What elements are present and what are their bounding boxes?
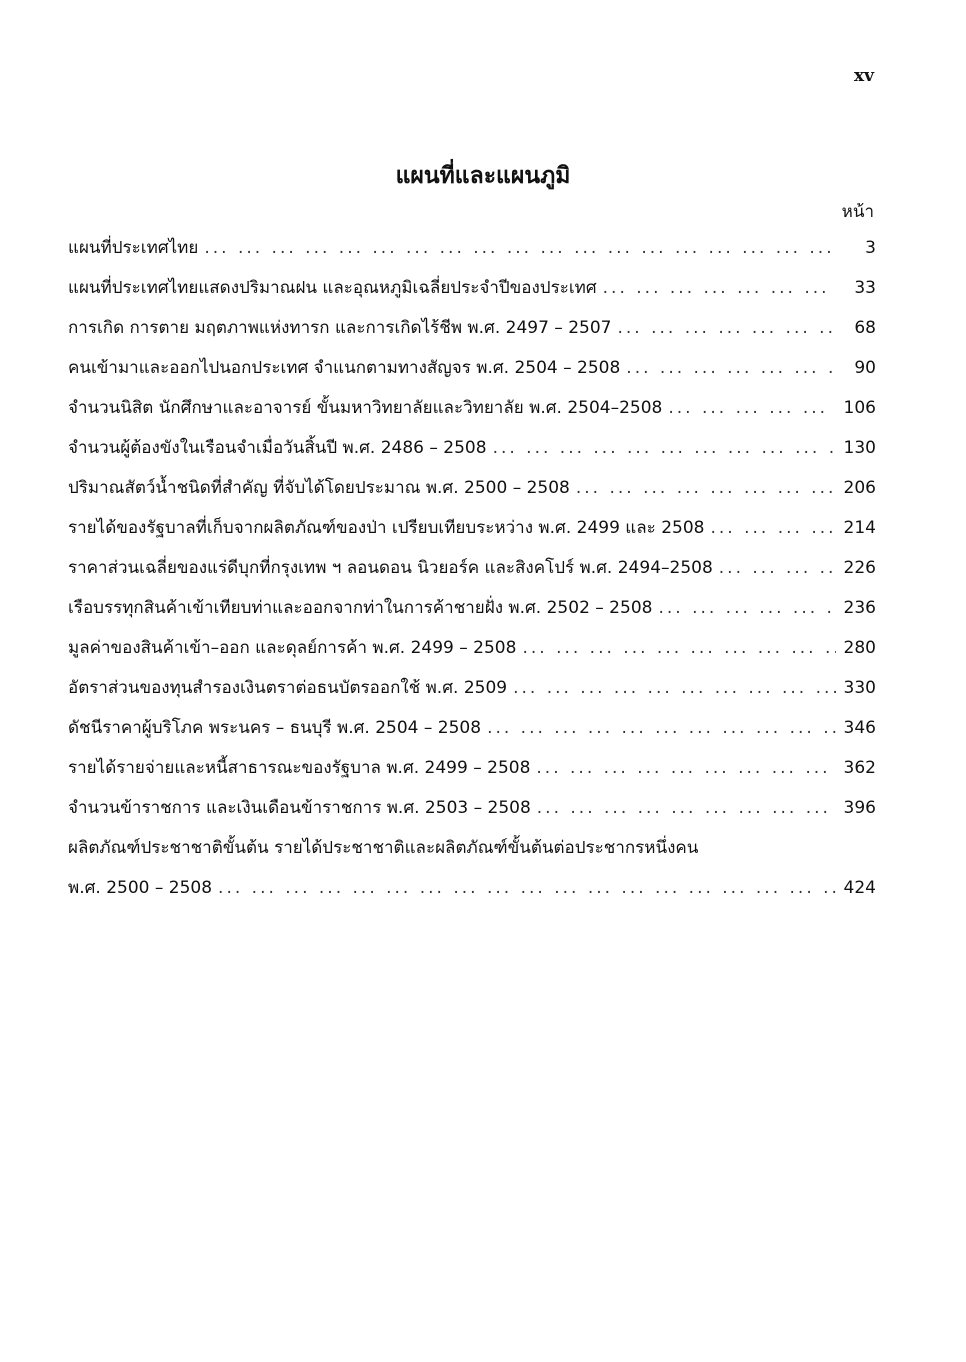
toc-entry-label: การเกิด การตาย มฤตภาพแห่งทารก และการเกิดไร้ชีพ พ.ศ. 2497 – 2507 (68, 318, 612, 338)
toc-entry-page: 362 (843, 758, 876, 778)
leader-dots (617, 308, 836, 348)
toc-entry (68, 388, 876, 428)
leader-dots (536, 748, 836, 788)
toc-entry (68, 468, 876, 508)
toc-entry-page: 3 (865, 238, 876, 258)
toc-entry (68, 508, 876, 548)
toc-entry (68, 228, 876, 268)
leader-dots (710, 508, 836, 548)
toc-entry-page: 68 (854, 318, 876, 338)
leader-dots (668, 388, 836, 428)
leader-dots (204, 228, 836, 268)
toc-entry-page: 33 (854, 278, 876, 298)
toc-entry-page: 130 (843, 438, 876, 458)
leader-dots (537, 788, 836, 828)
leader-dots (576, 468, 836, 508)
toc-entry-label: ปริมาณสัตว์น้ำชนิดที่สำคัญ ที่จับได้โดยประมาณ พ.ศ. 2500 – 2508 (68, 478, 570, 498)
page-title: แผนที่และแผนภูมิ (395, 163, 571, 189)
toc-entry-page: 280 (843, 638, 876, 658)
leader-dots (513, 668, 836, 708)
toc-entry (68, 588, 876, 628)
toc-entry-label: ราคาส่วนเฉลี่ยของแร่ดีบุกที่กรุงเทพ ฯ ลอนดอน นิวยอร์ค และสิงคโปร์ พ.ศ. 2494–2508 (68, 558, 713, 578)
leader-dots (719, 548, 836, 588)
toc-entry-page: 330 (843, 678, 876, 698)
toc-entry-label: อัตราส่วนของทุนสำรองเงินตราต่อธนบัตรออกใช้ พ.ศ. 2509 (68, 678, 508, 698)
toc-entry-label: มูลค่าของสินค้าเข้า–ออก และดุลย์การค้า พ.ศ. 2499 – 2508 (68, 638, 517, 658)
toc-entry-page: 90 (854, 358, 876, 378)
toc-entry-label-continuation: พ.ศ. 2500 – 2508 (68, 878, 213, 898)
leader-dots (522, 628, 836, 668)
leader-dots (487, 708, 836, 748)
toc-entry-page: 396 (843, 798, 876, 818)
toc-entry-label: จำนวนข้าราชการ และเงินเดือนข้าราชการ พ.ศ. 2503 – 2508 (68, 798, 531, 818)
leader-dots (626, 348, 836, 388)
toc-entry (68, 428, 876, 468)
toc-entry-page: 226 (843, 558, 876, 578)
toc-entry (68, 708, 876, 748)
toc-entry-label: แผนที่ประเทศไทย (68, 238, 199, 258)
toc-entry-page: 424 (843, 878, 876, 898)
leader-dots (603, 268, 836, 308)
toc-entry-page: 214 (843, 518, 876, 538)
leader-dots (218, 868, 836, 908)
toc-entry (68, 788, 876, 828)
toc-entry-label: แผนที่ประเทศไทยแสดงปริมาณฝน และอุณหภูมิเฉลี่ยประจำปีของประเทศ (68, 278, 597, 298)
toc-entry-label: จำนวนนิสิต นักศึกษาและอาจารย์ ขั้นมหาวิทยาลัยและวิทยาลัย พ.ศ. 2504–2508 (68, 398, 663, 418)
toc-entry (68, 548, 876, 588)
table-of-contents (68, 228, 876, 908)
toc-entry (68, 668, 876, 708)
toc-entry-label: ดัชนีราคาผู้บริโภค พระนคร – ธนบุรี พ.ศ. 2504 – 2508 (68, 718, 482, 738)
toc-entry-label: จำนวนผู้ต้องขังในเรือนจำเมื่อวันสิ้นปี พ.ศ. 2486 – 2508 (68, 438, 487, 458)
toc-entry-label: รายได้ของรัฐบาลที่เก็บจากผลิตภัณฑ์ของป่า เปรียบเทียบระหว่าง พ.ศ. 2499 และ 2508 (68, 518, 705, 538)
toc-entry-label: ผลิตภัณฑ์ประชาชาติขั้นต้น รายได้ประชาชาติและผลิตภัณฑ์ขั้นต้นต่อประชากรหนึ่งคน (68, 838, 699, 858)
toc-entry-page: 346 (843, 718, 876, 738)
toc-entry-continued (68, 828, 876, 868)
toc-entry-label: รายได้รายจ่ายและหนี้สาธารณะของรัฐบาล พ.ศ. 2499 – 2508 (68, 758, 531, 778)
page-column-header: หน้า (841, 202, 874, 222)
toc-entry-label: คนเข้ามาและออกไปนอกประเทศ จำแนกตามทางสัญจร พ.ศ. 2504 – 2508 (68, 358, 621, 378)
toc-entry (68, 628, 876, 668)
toc-entry-page: 206 (843, 478, 876, 498)
toc-entry (68, 348, 876, 388)
toc-entry (68, 868, 876, 908)
toc-entry-page: 236 (843, 598, 876, 618)
toc-entry (68, 308, 876, 348)
page-number: xv (853, 66, 874, 86)
toc-entry-page: 106 (843, 398, 876, 418)
toc-entry-label: เรือบรรทุกสินค้าเข้าเทียบท่าและออกจากท่าในการค้าชายฝั่ง พ.ศ. 2502 – 2508 (68, 598, 653, 618)
leader-dots (658, 588, 836, 628)
toc-entry (68, 268, 876, 308)
toc-entry (68, 748, 876, 788)
leader-dots (493, 428, 836, 468)
